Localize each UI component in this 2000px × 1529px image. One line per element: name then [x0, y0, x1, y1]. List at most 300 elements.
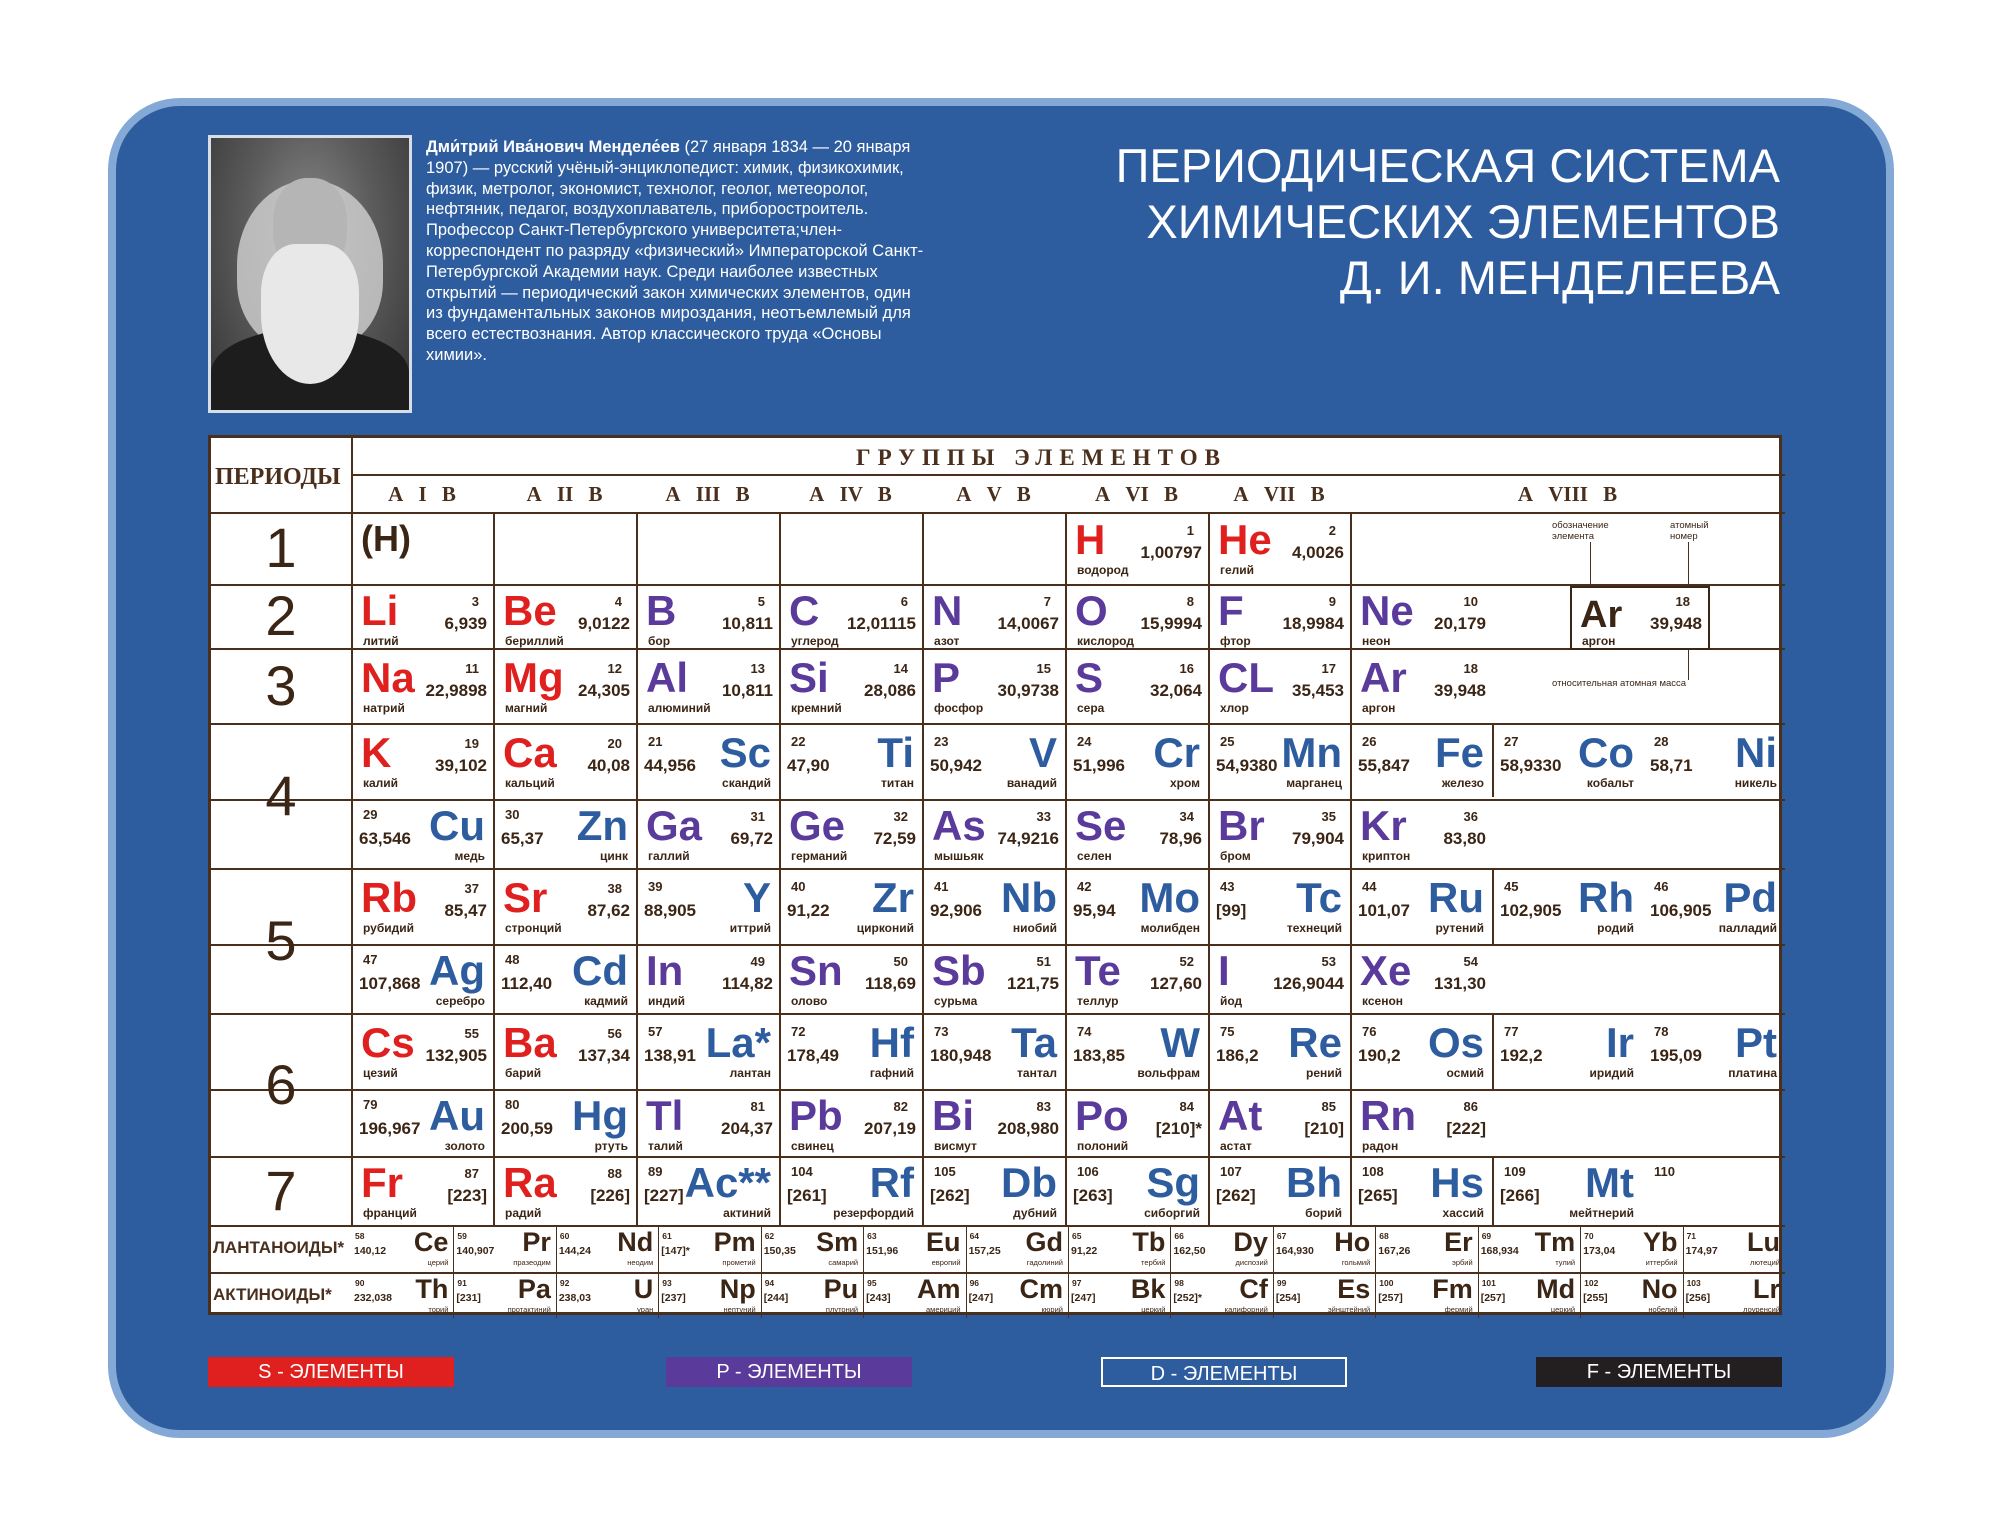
element-symbol: Sr	[503, 874, 548, 921]
atomic-number: 29	[363, 807, 378, 822]
element-symbol: Cf	[1239, 1274, 1268, 1304]
atomic-mass: 4,0026	[1292, 543, 1344, 562]
element-symbol: Ta	[1011, 1019, 1057, 1066]
element-name: америций	[926, 1305, 961, 1314]
element-cell	[493, 1156, 636, 1225]
element-cell	[1208, 648, 1350, 723]
atomic-mass: 28,086	[864, 680, 916, 700]
atomic-number: 39	[648, 879, 663, 894]
atomic-mass: 22,9898	[425, 680, 487, 700]
grid-line	[1580, 1272, 1581, 1318]
atomic-mass: 112,40	[501, 974, 553, 993]
element-name: серебро	[435, 994, 485, 1008]
element-symbol: No	[1641, 1274, 1678, 1304]
element-symbol: Ra	[503, 1159, 557, 1206]
atomic-mass: 232,038	[354, 1292, 392, 1304]
atomic-number: 12	[607, 660, 622, 676]
element-symbol: As	[932, 802, 986, 849]
element-name: полоний	[1077, 1139, 1129, 1153]
atomic-number: 58	[355, 1231, 365, 1241]
element-cell	[493, 1089, 636, 1156]
atomic-number: 84	[1179, 1099, 1194, 1114]
period-number-3: 3	[265, 653, 297, 717]
element-symbol: Sg	[1146, 1159, 1200, 1206]
element-name: молибден	[1140, 921, 1200, 935]
atomic-number: 83	[1036, 1099, 1051, 1114]
element-cell	[1350, 944, 1492, 1013]
atomic-mass: 88,905	[644, 901, 696, 920]
atomic-number: 30	[505, 807, 520, 822]
atomic-mass: 138,91	[644, 1046, 696, 1065]
element-cell	[636, 1156, 779, 1225]
element-symbol: At	[1218, 1092, 1263, 1139]
sample-mass: 39,948	[1650, 614, 1702, 633]
element-name: актиний	[723, 1206, 771, 1220]
element-name: мейтнерий	[1569, 1206, 1634, 1220]
bio-name: Дми́трий Ива́нович Менделе́ев	[426, 138, 680, 156]
atomic-mass: 92,906	[930, 901, 982, 920]
atomic-number: 81	[750, 1099, 765, 1114]
grid-line	[1375, 1225, 1376, 1272]
atomic-number: 53	[1321, 954, 1336, 969]
element-symbol: In	[646, 947, 684, 994]
grid-line	[966, 1225, 967, 1272]
atomic-mass: 78,96	[1159, 829, 1202, 848]
element-symbol: Mn	[1281, 729, 1342, 776]
element-name: никель	[1734, 776, 1777, 790]
element-symbol: K	[361, 729, 392, 776]
atomic-number: 99	[1276, 1278, 1287, 1288]
element-symbol: Db	[1001, 1159, 1057, 1206]
element-name: франций	[363, 1206, 417, 1220]
atomic-number: 20	[607, 736, 622, 751]
element-name: гадолиний	[1026, 1258, 1063, 1267]
element-name: бром	[1220, 849, 1251, 863]
f-element-cell	[453, 1272, 555, 1318]
periodic-table	[208, 435, 1782, 1315]
atomic-mass: [266]	[1500, 1186, 1540, 1205]
element-cell	[351, 723, 493, 799]
atomic-number: 40	[791, 879, 806, 894]
title-line-1: ПЕРИОДИЧЕСКАЯ СИСТЕМА	[1115, 139, 1780, 192]
group-label-8: А VIII В	[1517, 482, 1618, 506]
atomic-mass: 200,59	[501, 1119, 553, 1138]
atomic-number: 34	[1179, 809, 1194, 824]
period-number-4: 4	[265, 763, 297, 827]
atomic-mass: 192,2	[1500, 1046, 1543, 1065]
element-name: стронций	[505, 921, 562, 935]
element-symbol: Tl	[646, 1092, 684, 1139]
grid-line	[1375, 1272, 1376, 1318]
atomic-mass: 164,930	[1275, 1245, 1314, 1257]
atomic-number: 50	[893, 954, 908, 969]
legend-s-elements: S - ЭЛЕМЕНТЫ	[208, 1357, 454, 1387]
element-symbol: Ti	[877, 729, 914, 776]
element-symbol: Bk	[1130, 1274, 1166, 1304]
element-cell	[636, 868, 779, 944]
element-symbol: Ga	[646, 802, 703, 849]
element-symbol: O	[1075, 587, 1108, 634]
atomic-number: 100	[1379, 1278, 1394, 1288]
element-name: родий	[1597, 921, 1634, 935]
element-cell	[922, 1089, 1065, 1156]
atomic-mass: 12,01115	[846, 614, 916, 633]
atomic-mass: 85,47	[444, 901, 487, 920]
element-name: азот	[934, 634, 960, 648]
element-symbol: Na	[361, 653, 415, 701]
atomic-number: 15	[1036, 660, 1051, 676]
element-symbol: Sb	[932, 947, 986, 994]
element-name: свинец	[791, 1139, 834, 1153]
bio-body: (27 января 1834 — 20 января 1907) — русский учёный-энциклопедист: химик, физикохимик, физик, метролог, экономист, технолог, геолог, метеоролог, нефтяник, педагог, воздухоплаватель, приборостроитель. Профессор Санкт-Петербургского университета;член-корреспондент по разряду «физический» Императорской Санкт-Петербургской Академии наук. Среди наиболее известных открытий — периодический закон химических элементов, один из фундаментальных законов мироздания, неотъемлемый для всего естествознания. Автор классического труда «Основы химии».	[426, 138, 924, 364]
atomic-number: 76	[1362, 1024, 1377, 1039]
element-symbol: Fe	[1434, 729, 1484, 776]
atomic-number: 36	[1463, 809, 1478, 824]
element-symbol: He	[1218, 516, 1272, 563]
element-cell	[1350, 1013, 1492, 1089]
element-name: рутений	[1435, 921, 1484, 935]
atomic-mass: [257]	[1480, 1292, 1506, 1304]
element-name: церкий	[1141, 1305, 1166, 1314]
atomic-mass: 44,956	[644, 756, 696, 775]
element-symbol: Sn	[789, 947, 843, 994]
atomic-mass: [223]	[447, 1186, 487, 1205]
element-symbol: Es	[1337, 1274, 1371, 1304]
group-label-1: А I В	[388, 482, 456, 506]
atomic-number: 68	[1379, 1231, 1389, 1241]
f-element-cell	[556, 1272, 658, 1318]
element-name: кислород	[1077, 634, 1134, 648]
f-element-cell	[1375, 1272, 1477, 1318]
element-symbol: Rn	[1360, 1092, 1416, 1139]
atomic-mass: 35,453	[1292, 680, 1344, 700]
element-symbol: Mo	[1139, 874, 1200, 921]
element-name: гольмий	[1341, 1258, 1371, 1267]
element-cell	[779, 1013, 922, 1089]
atomic-mass: [257]	[1378, 1292, 1403, 1304]
element-name: йод	[1220, 994, 1243, 1008]
element-name: магний	[505, 700, 548, 715]
groups-header: ГРУППЫ ЭЛЕМЕНТОВ	[856, 445, 1227, 470]
atomic-number: 17	[1321, 660, 1336, 676]
group-label-3: А III В	[665, 482, 750, 506]
atomic-mass: 15,9994	[1140, 614, 1202, 633]
atomic-mass: 10,811	[721, 680, 773, 700]
element-name: иттербий	[1645, 1258, 1678, 1267]
grid-line	[453, 1225, 454, 1272]
element-name: углерод	[791, 634, 839, 648]
f-element-cell	[351, 1225, 453, 1272]
element-name: платина	[1728, 1066, 1777, 1080]
element-symbol: Cs	[361, 1019, 415, 1066]
atomic-mass: 178,49	[787, 1046, 839, 1065]
element-cell	[1350, 723, 1492, 799]
atomic-mass: 51,996	[1073, 756, 1125, 775]
element-name: золото	[444, 1139, 485, 1153]
element-symbol: Pt	[1735, 1019, 1777, 1066]
element-symbol: Ir	[1605, 1019, 1634, 1066]
pointer-line	[1590, 542, 1591, 586]
element-name: аргон	[1362, 700, 1396, 715]
element-symbol: Pb	[789, 1092, 843, 1139]
atomic-mass: 1,00797	[1140, 543, 1202, 562]
atomic-number: 33	[1036, 809, 1051, 824]
atomic-number: 61	[662, 1231, 672, 1241]
periods-header: ПЕРИОДЫ	[215, 464, 341, 490]
element-symbol: Zr	[872, 874, 914, 921]
element-symbol: Ce	[413, 1227, 449, 1257]
atomic-number: 2	[1328, 523, 1336, 538]
element-cell	[922, 868, 1065, 944]
element-cell	[1065, 723, 1208, 799]
f-element-cell	[1273, 1272, 1375, 1318]
atomic-number: 5	[757, 594, 765, 609]
element-cell	[1642, 1156, 1785, 1225]
sample-symbol: Ar	[1580, 594, 1623, 636]
atomic-mass: 39,948	[1434, 680, 1486, 700]
element-symbol: Er	[1444, 1227, 1473, 1257]
element-name: бор	[648, 634, 671, 648]
group-label-7: А VII В	[1233, 482, 1325, 506]
title-line-2: ХИМИЧЕСКИХ ЭЛЕМЕНТОВ	[1146, 195, 1780, 248]
atomic-mass: [244]	[763, 1292, 789, 1304]
atomic-number: 48	[505, 952, 520, 967]
element-name: ванадий	[1006, 776, 1057, 790]
element-name: кобальт	[1586, 776, 1634, 790]
element-cell	[1350, 868, 1492, 944]
atomic-number: 94	[764, 1278, 775, 1288]
element-cell	[351, 1013, 493, 1089]
atomic-number: 32	[893, 809, 908, 824]
atomic-mass: 54,9380	[1216, 756, 1278, 775]
element-symbol: Zn	[576, 802, 628, 849]
atomic-mass: 58,71	[1650, 756, 1693, 775]
atomic-number: 19	[464, 736, 479, 751]
element-cell	[1350, 1089, 1492, 1156]
element-cell	[1492, 723, 1642, 799]
atomic-mass: [226]	[590, 1186, 630, 1205]
element-symbol: S	[1075, 653, 1104, 701]
element-cell	[1208, 799, 1350, 868]
grid-line	[1580, 1225, 1581, 1272]
element-symbol: P	[932, 653, 961, 701]
atomic-mass: 9,0122	[578, 614, 630, 633]
atomic-mass: 39,102	[435, 756, 487, 775]
atomic-mass: [256]	[1685, 1292, 1711, 1304]
group-label-4: А IV В	[809, 482, 892, 506]
element-cell	[1350, 584, 1492, 648]
grid-line	[1273, 1225, 1274, 1272]
element-cell	[493, 944, 636, 1013]
title-line-3: Д. И. МЕНДЕЛЕЕВА	[1339, 251, 1780, 304]
element-cell	[779, 1156, 922, 1225]
element-cell	[493, 584, 636, 648]
element-symbol: Ac**	[684, 1159, 771, 1206]
element-symbol: Po	[1075, 1092, 1129, 1139]
element-name: германий	[791, 849, 848, 863]
atomic-number: 22	[791, 734, 806, 749]
element-symbol: Si	[789, 653, 829, 701]
atomic-mass: 195,09	[1650, 1046, 1702, 1065]
element-symbol: Co	[1578, 729, 1634, 776]
pointer-line	[1688, 542, 1689, 586]
period-number-1: 1	[265, 516, 297, 579]
element-name: бериллий	[505, 634, 564, 648]
element-symbol: H	[1075, 516, 1106, 563]
atomic-number: 77	[1504, 1024, 1519, 1039]
atomic-number: 96	[969, 1278, 980, 1288]
atomic-number: 72	[791, 1024, 806, 1039]
element-cell	[779, 648, 922, 723]
f-element-cell	[1580, 1272, 1682, 1318]
grid-line	[1478, 1272, 1479, 1318]
element-name: сурьма	[934, 994, 978, 1008]
atomic-mass: 63,546	[359, 829, 411, 848]
atomic-number: 45	[1504, 879, 1519, 894]
element-symbol: Rf	[869, 1159, 914, 1206]
element-symbol: Fm	[1432, 1274, 1473, 1304]
atomic-number: 67	[1276, 1231, 1287, 1241]
element-cell	[779, 799, 922, 868]
element-cell	[1065, 512, 1208, 584]
element-symbol: Bi	[932, 1092, 974, 1139]
element-name: кремний	[791, 700, 842, 715]
atomic-mass: 190,2	[1358, 1046, 1401, 1065]
atomic-number: 106	[1077, 1164, 1099, 1179]
atomic-mass: 10,811	[721, 614, 773, 633]
atomic-mass: [254]	[1275, 1292, 1301, 1304]
atomic-number: 54	[1463, 954, 1478, 969]
element-symbol: Rb	[361, 874, 417, 921]
atomic-mass: 137,34	[578, 1046, 630, 1065]
sample-name: аргон	[1582, 634, 1616, 648]
element-name: цинк	[599, 849, 628, 863]
atomic-mass: [265]	[1358, 1186, 1398, 1205]
element-name: хром	[1169, 776, 1200, 790]
element-cell	[636, 723, 779, 799]
element-name: ксенон	[1362, 994, 1404, 1008]
element-cell	[493, 723, 636, 799]
atomic-mass: 167,26	[1378, 1245, 1411, 1257]
f-element-cell	[556, 1225, 658, 1272]
element-symbol: Pm	[713, 1227, 756, 1257]
element-cell	[1208, 723, 1350, 799]
element-symbol: Mt	[1585, 1159, 1634, 1206]
atomic-mass: 72,59	[873, 829, 916, 848]
element-name: фтор	[1220, 634, 1251, 648]
grid-line	[1170, 1272, 1171, 1318]
atomic-number: 3	[471, 594, 479, 609]
atomic-mass: [247]	[968, 1292, 994, 1304]
atomic-mass: 14,0067	[997, 614, 1059, 633]
atomic-number: 23	[934, 734, 949, 749]
element-name: калий	[363, 776, 399, 790]
grid-line	[658, 1225, 659, 1272]
element-name: калифорний	[1224, 1305, 1268, 1314]
element-cell	[1208, 584, 1350, 648]
atomic-mass: [262]	[930, 1186, 970, 1205]
legend-d-elements: D - ЭЛЕМЕНТЫ	[1101, 1357, 1347, 1387]
atomic-mass: 140,12	[354, 1245, 387, 1257]
group-label-5: А V В	[956, 482, 1031, 506]
element-name: фосфор	[934, 700, 984, 715]
element-name: гафний	[869, 1066, 914, 1080]
element-cell	[636, 944, 779, 1013]
atomic-mass: 91,22	[787, 901, 830, 920]
element-symbol: Cr	[1153, 729, 1200, 776]
atomic-number: 55	[464, 1026, 479, 1041]
element-symbol: Os	[1427, 1019, 1484, 1066]
element-name: сера	[1077, 700, 1105, 715]
atomic-mass: [231]	[456, 1292, 481, 1304]
atomic-number: 52	[1179, 954, 1194, 969]
atomic-number: 62	[764, 1231, 775, 1241]
atomic-number: 6	[900, 594, 908, 609]
element-cell	[922, 944, 1065, 1013]
f-element-cell	[1375, 1225, 1477, 1272]
grid-line	[453, 1272, 454, 1318]
element-symbol: Sc	[719, 729, 771, 776]
atomic-number: 49	[750, 954, 765, 969]
element-name: водород	[1077, 563, 1129, 577]
element-name: железо	[1441, 776, 1484, 790]
element-cell	[1642, 868, 1785, 944]
element-name: резерфордий	[833, 1206, 914, 1220]
grid-line	[1273, 1272, 1274, 1318]
atomic-mass: [99]	[1216, 901, 1247, 920]
element-name: прометий	[722, 1258, 756, 1267]
element-cell	[922, 584, 1065, 648]
f-element-cell	[761, 1272, 863, 1318]
grid-line	[1068, 1225, 1069, 1272]
atomic-number: 92	[559, 1278, 570, 1288]
atomic-number: 88	[607, 1166, 622, 1181]
element-symbol: Bh	[1286, 1159, 1342, 1206]
atomic-mass: [243]	[866, 1292, 891, 1304]
element-name: самарий	[828, 1258, 859, 1267]
element-cell	[636, 648, 779, 723]
grid-line	[1068, 1272, 1069, 1318]
atomic-number: 103	[1686, 1278, 1701, 1288]
atomic-mass: 157,25	[968, 1245, 1001, 1257]
element-symbol: Tb	[1132, 1227, 1166, 1257]
element-name: теллур	[1077, 994, 1119, 1008]
atomic-number: 73	[934, 1024, 949, 1039]
element-name: палладий	[1718, 921, 1777, 935]
element-symbol: Ni	[1735, 729, 1777, 776]
element-cell	[351, 944, 493, 1013]
grid-line	[863, 1225, 864, 1272]
element-symbol: Md	[1536, 1274, 1576, 1304]
atomic-mass: [263]	[1073, 1186, 1113, 1205]
element-symbol: Pu	[823, 1274, 859, 1304]
hydrogen-placeholder: (H)	[361, 518, 411, 559]
f-element-cell	[966, 1225, 1068, 1272]
atomic-number: 42	[1077, 879, 1092, 894]
element-symbol: Ca	[503, 729, 557, 776]
element-name: талий	[648, 1139, 683, 1153]
atomic-number: 26	[1362, 734, 1377, 749]
atomic-mass: 20,179	[1434, 614, 1486, 633]
element-cell	[1065, 799, 1208, 868]
atomic-number: 102	[1584, 1278, 1599, 1288]
grid-line	[658, 1272, 659, 1318]
element-cell	[779, 584, 922, 648]
pointer-line	[1688, 650, 1689, 680]
element-symbol: Am	[917, 1274, 961, 1304]
element-name: осмий	[1446, 1066, 1484, 1080]
element-symbol: Br	[1218, 802, 1265, 849]
